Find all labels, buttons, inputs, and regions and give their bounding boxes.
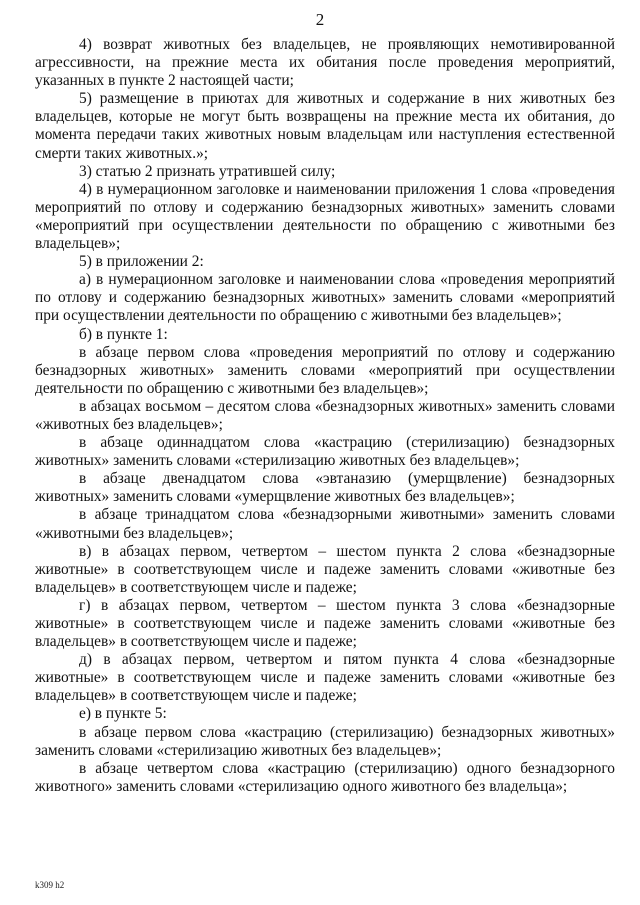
paragraph-point-1-twelfth: в абзаце двенадцатом слова «эвтаназию (умерщвление) безнадзорных животных» заменить словами «умерщвление животных без владельцев»; bbox=[35, 470, 615, 506]
paragraph-appendix-1-title: 4) в нумерационном заголовке и наименовании приложения 1 слова «проведения мероприятий по отлову и содержанию безнадзорных животных» заменить словами «мероприятий при осуществлении деятельности по обращению с животными без владельцев»; bbox=[35, 180, 615, 253]
paragraph-item-4-return: 4) возврат животных без владельцев, не проявляющих немотивированной агрессивности, на прежние места их обитания после проведения мероприятий, указанных в пункте 2 настоящей части; bbox=[35, 36, 615, 90]
paragraph-point-5-fourth: в абзаце четвертом слова «кастрацию (стерилизацию) одного безнадзорного животного» заменить словами «стерилизацию одного животного без владельца»; bbox=[35, 759, 615, 795]
paragraph-article-2-repeal: 3) статью 2 признать утратившей силу; bbox=[79, 162, 336, 180]
paragraph-g-point-3: г) в абзацах первом, четвертом – шестом пункта 3 слова «безнадзорные животные» в соответствующем числе и падеже заменить словами «животные без владельцев» в соответствующем числе и падеже; bbox=[35, 596, 615, 651]
paragraph-b-point-1: б) в пункте 1: bbox=[79, 325, 168, 343]
paragraph-point-1-thirteenth: в абзаце тринадцатом слова «безнадзорными животными» заменить словами «животными без владельцев»; bbox=[35, 506, 615, 542]
document-body bbox=[35, 36, 615, 796]
paragraph-e-point-5: е) в пункте 5: bbox=[79, 705, 167, 723]
paragraph-point-1-eleventh: в абзаце одиннадцатом слова «кастрацию (стерилизацию) безнадзорных животных» заменить словами «стерилизацию животных без владельцев»; bbox=[35, 434, 615, 470]
paragraph-appendix-2: 5) в приложении 2: bbox=[79, 253, 204, 271]
paragraph-point-1-eighth-tenth: в абзацах восьмом – десятом слова «безнадзорных животных» заменить словами «животных без владельцев»; bbox=[35, 397, 615, 433]
paragraph-point-1-first: в абзаце первом слова «проведения мероприятий по отлову и содержанию безнадзорных животных» заменить словами «мероприятий при осуществлении деятельности по обращению с животными без владельцев»; bbox=[35, 343, 615, 397]
page-number: 2 bbox=[315, 10, 325, 29]
paragraph-point-5-first: в абзаце первом слова «кастрацию (стерилизацию) безнадзорных животных» заменить словами «стерилизацию животных без владельцев»; bbox=[35, 723, 615, 759]
paragraph-v-point-2: в) в абзацах первом, четвертом – шестом пункта 2 слова «безнадзорные животные» в соответствующем числе и падеже заменить словами «животные без владельцев» в соответствующем числе и падеже; bbox=[35, 542, 615, 596]
footer-code: k309 h2 bbox=[35, 880, 65, 890]
paragraph-a-heading: а) в нумерационном заголовке и наименовании слова «проведения мероприятий по отлову и содержанию безнадзорных животных» заменить словами «мероприятий при осуществлении деятельности по обращению с животными без владельцев»; bbox=[35, 271, 615, 325]
paragraph-item-5-shelter: 5) размещение в приютах для животных и содержание в них животных без владельцев, которые не могут быть возвращены на прежние места их обитания, до момента передачи таких животных новым владельцам или наступления естественной смерти таких животных.»; bbox=[35, 90, 615, 162]
paragraph-d-point-4: д) в абзацах первом, четвертом и пятом пункта 4 слова «безнадзорные животные» в соответствующем числе и падеже заменить словами «животные без владельцев» в соответствующем числе и падеже; bbox=[35, 651, 615, 705]
